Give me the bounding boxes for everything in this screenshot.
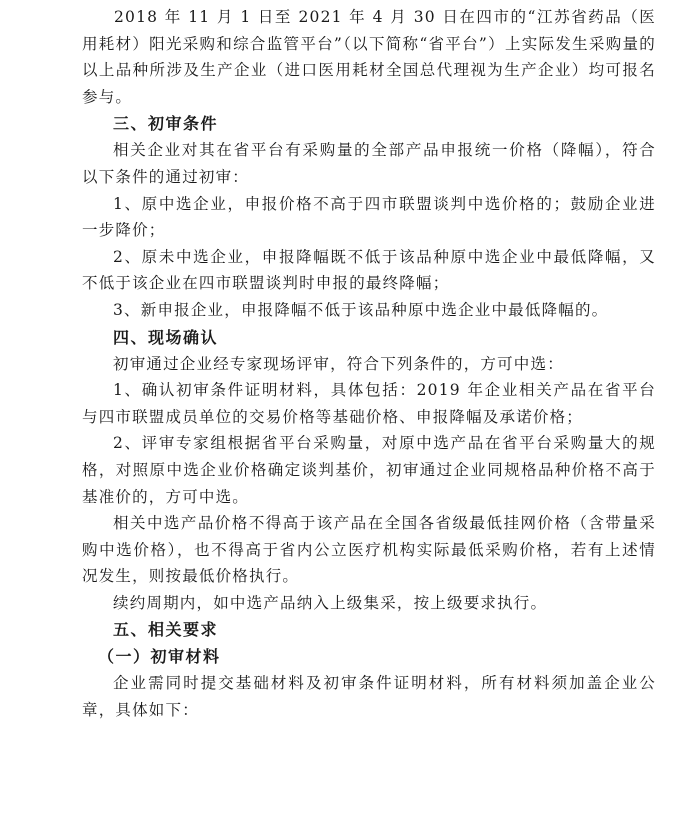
paragraph-condition-3: 3、新申报企业，申报降幅不低于该品种原中选企业中最低降幅的。 <box>113 300 609 319</box>
paragraph-confirmation-intro: 初审通过企业经专家现场评审，符合下列条件的，方可中选： <box>113 354 564 373</box>
paragraph-condition-2: 2、原未中选企业，申报降幅既不低于该品种原中选企业中最低降幅，又不低于该企业在四市联盟谈判时申报的最终降幅； <box>82 247 656 293</box>
paragraph-renewal: 续约周期内，如中选产品纳入上级集采，按上级要求执行。 <box>113 593 548 612</box>
subheading-preliminary-materials: （一）初审材料 <box>98 647 221 667</box>
paragraph-preliminary-intro: 相关企业对其在省平台有采购量的全部产品申报统一价格（降幅），符合以下条件的通过初审： <box>82 141 656 186</box>
paragraph-confirm-1: 1、确认初审条件证明材料，具体包括：2019 年企业相关产品在省平台与四市联盟成员单位的交易价格等基础价格、申报降幅及承诺价格； <box>82 381 656 426</box>
paragraph-confirm-2: 2、评审专家组根据省平台采购量，对原中选产品在省平台采购量大的规格，对照原中选企业价格确定谈判基价，初审通过企业同规格品种价格不高于基准价的，方可中选。 <box>82 434 656 506</box>
heading-section-3: 三、初审条件 <box>113 114 219 134</box>
heading-section-5: 五、相关要求 <box>113 620 219 640</box>
paragraph-price-limit: 相关中选产品价格不得高于该产品在全国各省级最低挂网价格（含带量采购中选价格），也不得高于省内公立医疗机构实际最低采购价格，若有上述情况发生，则按最低价格执行。 <box>82 514 656 586</box>
paragraph-materials: 企业需同时提交基础材料及初审条件证明材料，所有材料须加盖企业公章，具体如下： <box>82 674 656 720</box>
paragraph-scope: 2018 年 11 月 1 日至 2021 年 4 月 30 日在四市的“江苏省药品（医用耗材）阳光采购和综合监管平台”（以下简称“省平台”）上实际发生采购量的以上品种所涉及生产企业（进口医用耗材全国总代理视为生产企业）均可报名参与。 <box>82 8 656 106</box>
heading-section-4: 四、现场确认 <box>113 327 219 347</box>
paragraph-condition-1: 1、原中选企业，申报价格不高于四市联盟谈判中选价格的；鼓励企业进一步降价； <box>82 194 656 240</box>
